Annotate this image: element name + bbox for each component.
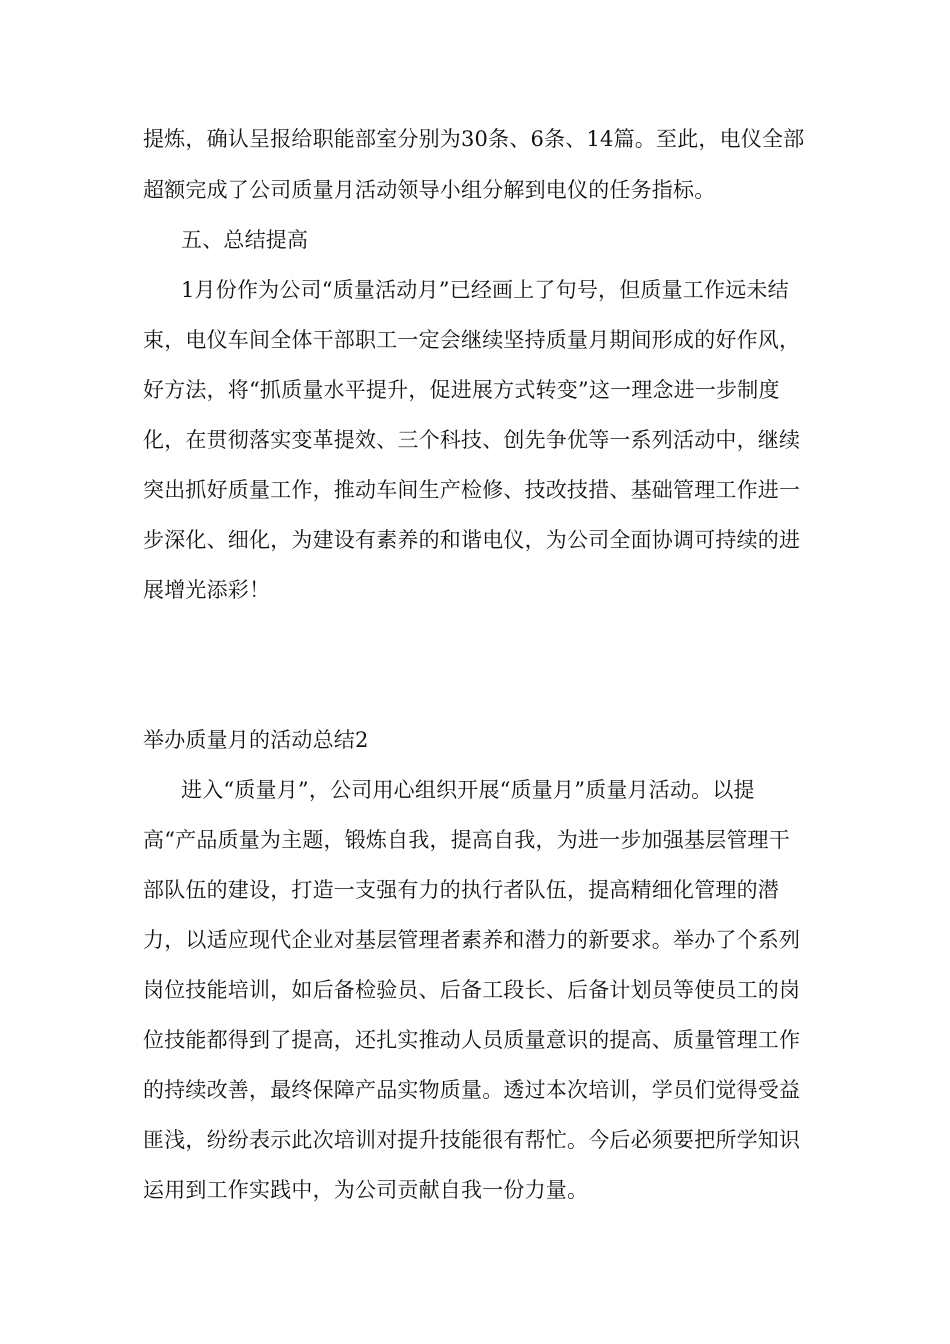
paragraph-line: 位技能都得到了提高，还扎实推动人员质量意识的提高、质量管理工作 [143,1028,801,1052]
paragraph-line: 提炼，确认呈报给职能部室分别为30条、6条、14篇。至此，电仪全部 [143,127,805,151]
paragraph-line: 高“产品质量为主题，锻炼自我，提高自我，为进一步加强基层管理干 [143,828,790,852]
document-title: 举办质量月的活动总结2 [143,728,369,752]
paragraph-line: 匪浅，纷纷表示此次培训对提升技能很有帮忙。今后必须要把所学知识 [143,1128,801,1152]
paragraph-line: 力，以适应现代企业对基层管理者素养和潜力的新要求。举办了个系列 [143,928,801,952]
paragraph-line: 的持续改善，最终保障产品实物质量。透过本次培训，学员们觉得受益 [143,1078,801,1102]
paragraph-line: 进入“质量月”，公司用心组织开展“质量月”质量月活动。以提 [181,778,755,802]
paragraph-line: 化，在贯彻落实变革提效、三个科技、创先争优等一系列活动中，继续 [143,428,801,452]
section-heading: 五、总结提高 [181,228,309,252]
paragraph-line: 部队伍的建设，打造一支强有力的执行者队伍，提高精细化管理的潜 [143,878,779,902]
paragraph-line: 运用到工作实践中，为公司贡献自我一份力量。 [143,1178,589,1202]
paragraph-line: 超额完成了公司质量月活动领导小组分解到电仪的任务指标。 [143,178,716,202]
paragraph-line: 1月份作为公司“质量活动月”已经画上了句号，但质量工作远未结 [181,278,789,302]
paragraph-line: 好方法，将“抓质量水平提升，促进展方式转变”这一理念进一步制度 [143,378,780,402]
paragraph-line: 岗位技能培训，如后备检验员、后备工段长、后备计划员等使员工的岗 [143,978,801,1002]
paragraph-line: 突出抓好质量工作，推动车间生产检修、技改技措、基础管理工作进一 [143,478,801,502]
paragraph-line: 步深化、细化，为建设有素养的和谐电仪，为公司全面协调可持续的进 [143,528,801,552]
paragraph-line: 展增光添彩！ [143,578,271,602]
paragraph-line: 束，电仪车间全体干部职工一定会继续坚持质量月期间形成的好作风， [143,328,801,352]
